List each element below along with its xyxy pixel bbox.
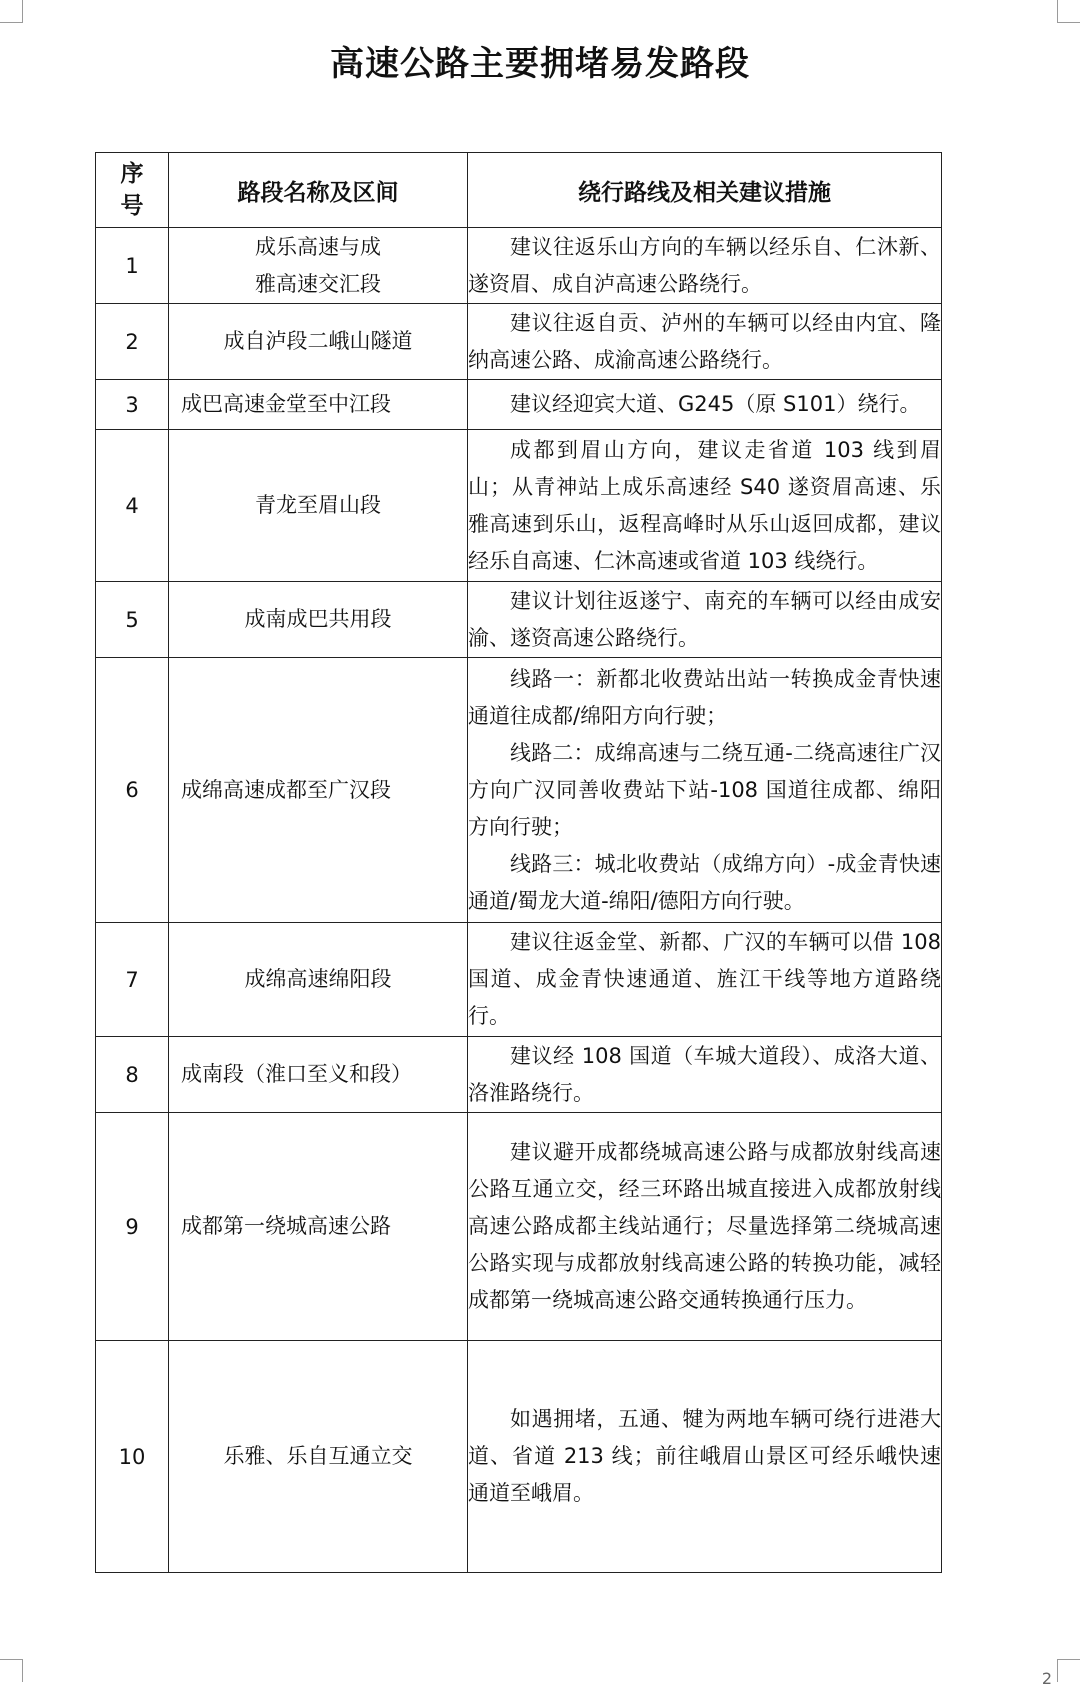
route-paragraph: 建议往返金堂、新都、广汉的车辆可以借 108 国道、成金青快速通道、旌江干线等地方道路绕行。	[468, 930, 941, 1028]
row-serial-number: 1	[96, 228, 169, 304]
route-paragraph: 线路三：城北收费站（成绵方向）-成金青快速通道/蜀龙大道-绵阳/德阳方向行驶。	[468, 851, 941, 913]
table-row	[96, 582, 942, 658]
route-paragraph: 建议避开成都绕城高速公路与成都放射线高速公路互通立交，经三环路出城直接进入成都放射线高速公路成都主线站通行；尽量选择第二绕城高速公路实现与成都放射线高速公路的转换功能，减轻成都第一绕城高速公路交通转换通行压力。	[468, 1140, 941, 1312]
row-section-name	[169, 430, 468, 582]
row-serial-number: 10	[96, 1341, 169, 1573]
row-serial-number: 7	[96, 923, 169, 1037]
row-detour-route	[468, 228, 942, 304]
route-paragraph: 建议往返自贡、泸州的车辆可以经由内宜、隆纳高速公路、成渝高速公路绕行。	[468, 310, 941, 372]
row-section-name	[169, 1037, 468, 1113]
table-row	[96, 304, 942, 380]
crop-mark-bottom-left	[0, 1659, 23, 1682]
crop-mark-top-left	[0, 0, 23, 23]
table-row	[96, 380, 942, 430]
row-section-name-text: 青龙至眉山段	[255, 493, 381, 517]
row-section-name-text: 成乐高速与成雅高速交汇段	[255, 234, 381, 296]
row-serial-number: 2	[96, 304, 169, 380]
route-paragraph: 线路一：新都北收费站出站一转换成金青快速通道往成都/绵阳方向行驶；	[468, 666, 941, 728]
row-detour-route	[468, 430, 942, 582]
table-row	[96, 1037, 942, 1113]
row-serial-number: 3	[96, 380, 169, 430]
header-detour-route: 绕行路线及相关建议措施	[468, 153, 942, 228]
document-title: 高速公路主要拥堵易发路段	[330, 44, 750, 84]
row-section-name-text: 成南段（淮口至义和段）	[181, 1062, 412, 1086]
crop-mark-bottom-right	[1057, 1659, 1080, 1682]
row-detour-route	[468, 1341, 942, 1573]
row-section-name	[169, 658, 468, 923]
table-row	[96, 430, 942, 582]
header-serial-number-text: 序号	[120, 161, 144, 219]
route-paragraph: 建议经迎宾大道、G245（原 S101）绕行。	[510, 392, 921, 416]
row-section-name	[169, 304, 468, 380]
row-detour-route	[468, 1113, 942, 1341]
row-section-name	[169, 923, 468, 1037]
congestion-table	[95, 152, 942, 1573]
row-section-name	[169, 1113, 468, 1341]
row-detour-route	[468, 658, 942, 923]
row-detour-route	[468, 380, 942, 430]
table-row	[96, 658, 942, 923]
table-row	[96, 1113, 942, 1341]
row-serial-number: 6	[96, 658, 169, 923]
row-section-name	[169, 1341, 468, 1573]
table-row	[96, 228, 942, 304]
row-section-name	[169, 228, 468, 304]
row-detour-route	[468, 582, 942, 658]
row-section-name	[169, 380, 468, 430]
route-paragraph: 线路二：成绵高速与二绕互通-二绕高速往广汉方向广汉同善收费站下站-108 国道往成都、绵阳方向行驶；	[468, 740, 941, 839]
row-serial-number: 8	[96, 1037, 169, 1113]
row-serial-number: 9	[96, 1113, 169, 1341]
route-paragraph: 如遇拥堵，五通、犍为两地车辆可绕行进港大道、省道 213 线；前往峨眉山景区可经乐峨快速通道至峨眉。	[468, 1407, 941, 1505]
row-section-name-text: 成都第一绕城高速公路	[181, 1214, 391, 1238]
route-paragraph: 建议经 108 国道（车城大道段）、成洛大道、洛淮路绕行。	[468, 1043, 941, 1105]
route-paragraph: 建议往返乐山方向的车辆以经乐自、仁沐新、遂资眉、成自泸高速公路绕行。	[468, 234, 941, 296]
row-detour-route	[468, 304, 942, 380]
header-section-name: 路段名称及区间	[169, 153, 468, 228]
row-detour-route	[468, 923, 942, 1037]
route-paragraph: 建议计划往返遂宁、南充的车辆可以经由成安渝、遂资高速公路绕行。	[468, 588, 941, 650]
page-number: 2	[1041, 1669, 1052, 1688]
row-serial-number: 5	[96, 582, 169, 658]
route-paragraph: 成都到眉山方向，建议走省道 103 线到眉山；从青神站上成乐高速经 S40 遂资眉高速、乐雅高速到乐山，返程高峰时从乐山返回成都，建议经乐自高速、仁沐高速或省道 103 线绕行。	[468, 437, 941, 573]
header-serial-number	[96, 153, 169, 228]
row-section-name-text: 成绵高速成都至广汉段	[181, 777, 391, 802]
row-serial-number: 4	[96, 430, 169, 582]
row-section-name-text: 乐雅、乐自互通立交	[223, 1444, 413, 1468]
row-detour-route	[468, 1037, 942, 1113]
row-section-name-text: 成绵高速绵阳段	[244, 967, 392, 991]
table-header-row	[96, 153, 942, 228]
crop-mark-top-right	[1057, 0, 1080, 23]
row-section-name-text: 成巴高速金堂至中江段	[181, 392, 391, 416]
row-section-name-text: 成自泸段二峨山隧道	[223, 329, 413, 353]
table-row	[96, 1341, 942, 1573]
row-section-name-text: 成南成巴共用段	[244, 607, 392, 631]
table-row	[96, 923, 942, 1037]
row-section-name	[169, 582, 468, 658]
